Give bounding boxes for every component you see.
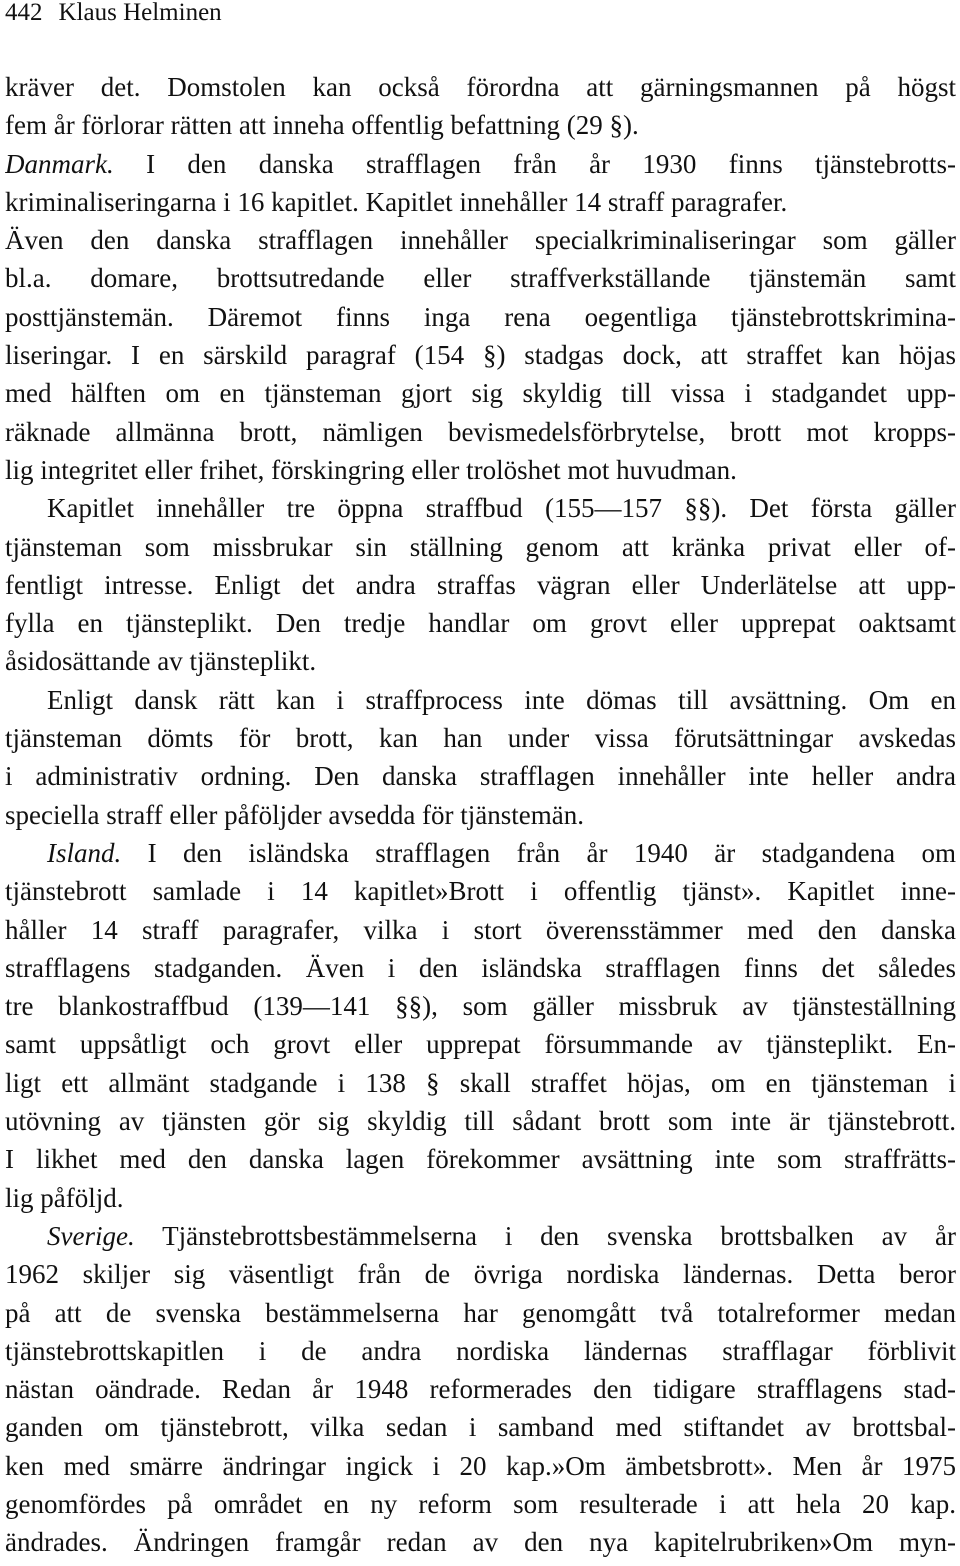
text-line-content: tjänstebrottskapitlen i de andra nordiska ländernas strafflagar förblivit: [5, 1335, 956, 1366]
text-line: [5, 796, 956, 834]
section-heading-country: Sverige.: [47, 1220, 135, 1251]
text-line: [5, 1408, 956, 1446]
text-line: [5, 298, 956, 336]
text-line-content: ligt ett allmänt stadgande i 138 § skall straffet höjas, om en tjänsteman i: [5, 1067, 956, 1098]
text-line: [5, 1294, 956, 1332]
text-line-content: bl.a. domare, brottsutredande eller straffverkställande tjänstemän samt: [5, 263, 956, 294]
running-header: [5, 0, 222, 28]
text-line-content: fentligt intresse. Enligt det andra straffas vägran eller Underlätelse att upp-: [5, 569, 956, 600]
text-line: [5, 872, 956, 910]
text-line: [5, 1447, 956, 1485]
body-text: [5, 68, 956, 1562]
text-line: [5, 604, 956, 642]
text-line: [5, 1523, 956, 1561]
page-number: 442: [5, 0, 43, 26]
text-line: [5, 68, 956, 106]
section-heading-country: Island.: [47, 837, 122, 868]
text-line: [5, 489, 956, 527]
text-line: [5, 1255, 956, 1293]
text-line: [5, 757, 956, 795]
text-line-content: speciella straff eller påföljder avsedda för tjänstemän.: [5, 799, 584, 830]
text-line-content: utövning av tjänsten gör sig skyldig till sådant brott som inte är tjänstebrott.: [5, 1106, 956, 1137]
text-line: [5, 1217, 956, 1255]
text-line: [5, 451, 956, 489]
text-line-content: håller 14 straff paragrafer, vilka i stort överensstämmer med den danska: [5, 914, 956, 945]
text-line: [5, 1332, 956, 1370]
text-line: [5, 1179, 956, 1217]
text-line: [5, 911, 956, 949]
text-line-content: med hälften om en tjänsteman gjort sig skyldig till vissa i stadgandet upp-: [5, 378, 956, 409]
text-line-content: genomfördes på området en ny reform som resulterade i att hela 20 kap.: [5, 1488, 956, 1519]
text-line: [5, 1025, 956, 1063]
text-line-content: lig påföljd.: [5, 1182, 124, 1213]
text-line: [5, 719, 956, 757]
text-line: [5, 987, 956, 1025]
text-line: [5, 949, 956, 987]
text-line: [5, 106, 956, 144]
text-line-content: Tjänstebrottsbestämmelserna i den svenska brottsbalken av år: [134, 1220, 956, 1251]
text-line-content: fem år förlorar rätten att inneha offentlig befattning (29 §).: [5, 110, 639, 141]
running-header-author: Klaus Helminen: [58, 0, 222, 26]
text-line-content: tjänsteman som missbrukar sin ställning genom att kränka privat eller of-: [5, 531, 956, 562]
text-line: [5, 1370, 956, 1408]
text-line-content: strafflagens stadganden. Även i den isländska strafflagen finns det således: [5, 952, 956, 983]
text-line-content: tre blankostraffbud (139—141 §§), som gäller missbruk av tjänsteställning: [5, 991, 956, 1022]
text-line-content: Kapitlet innehåller tre öppna straffbud (155—157 §§). Det första gäller: [47, 493, 956, 524]
text-line-content: åsidosättande av tjänsteplikt.: [5, 646, 317, 677]
text-line: [5, 145, 956, 183]
text-line-content: 1962 skiljer sig väsentligt från de övriga nordiska ländernas. Detta beror: [5, 1259, 956, 1290]
text-line: [5, 413, 956, 451]
section-heading-country: Danmark.: [5, 148, 114, 179]
text-line: [5, 528, 956, 566]
text-line-content: liseringar. I en särskild paragraf (154 §) stadgas dock, att straffet kan höjas: [5, 340, 956, 371]
text-line: [5, 681, 956, 719]
text-line: [5, 642, 956, 680]
text-line-content: tjänstebrott samlade i 14 kapitlet»Brott i offentlig tjänst». Kapitlet inne-: [5, 876, 956, 907]
text-line-content: kräver det. Domstolen kan också förordna att gärningsmannen på högst: [5, 72, 956, 102]
text-line-content: I likhet med den danska lagen förekommer avsättning inte som straffrätts-: [5, 1144, 956, 1175]
text-line-content: Enligt dansk rätt kan i straffprocess inte dömas till avsättning. Om en: [47, 684, 956, 715]
text-line: [5, 374, 956, 412]
text-line-content: I den isländska strafflagen från år 1940 är stadgandena om: [121, 837, 956, 868]
text-line: [5, 1064, 956, 1102]
text-line-content: posttjänstemän. Däremot finns inga rena oegentliga tjänstebrottskrimina-: [5, 301, 956, 332]
text-line: [5, 566, 956, 604]
text-line-content: I den danska strafflagen från år 1930 finns tjänstebrotts-: [113, 148, 956, 179]
text-line-content: ändrades. Ändringen framgår redan av den nya kapitelrubriken»Om myn-: [5, 1527, 956, 1558]
text-line: [5, 1485, 956, 1523]
text-line-content: på att de svenska bestämmelserna har genomgått två totalreformer medan: [5, 1297, 956, 1328]
text-line-content: ken med smärre ändringar ingick i 20 kap.»Om ämbetsbrott». Men år 1975: [5, 1450, 956, 1481]
text-line: [5, 1102, 956, 1140]
text-line-content: samt uppsåtligt och grovt eller upprepat försummande av tjänsteplikt. En-: [5, 1029, 956, 1060]
text-line: [5, 834, 956, 872]
text-line-content: i administrativ ordning. Den danska strafflagen innehåller inte heller andra: [5, 761, 956, 792]
text-line: [5, 183, 956, 221]
text-line-content: kriminaliseringarna i 16 kapitlet. Kapitlet innehåller 14 straff paragrafer.: [5, 186, 788, 217]
text-line: [5, 1140, 956, 1178]
text-line-content: ganden om tjänstebrott, vilka sedan i samband med stiftandet av brottsbal-: [5, 1412, 956, 1443]
text-line-content: nästan oändrade. Redan år 1948 reformerades den tidigare strafflagens stad-: [5, 1374, 956, 1405]
text-line: [5, 336, 956, 374]
text-line: [5, 259, 956, 297]
text-line: [5, 221, 956, 259]
text-line-content: tjänsteman dömts för brott, kan han under vissa förutsättningar avskedas: [5, 723, 956, 754]
text-line-content: räknade allmänna brott, nämligen bevismedelsförbrytelse, brott mot kropps-: [5, 416, 956, 447]
text-line-content: Även den danska strafflagen innehåller specialkriminaliseringar som gäller: [5, 225, 956, 256]
text-line-content: lig integritet eller frihet, förskingring eller trolöshet mot huvudman.: [5, 454, 737, 485]
text-line-content: fylla en tjänsteplikt. Den tredje handlar om grovt eller upprepat oaktsamt: [5, 608, 956, 639]
